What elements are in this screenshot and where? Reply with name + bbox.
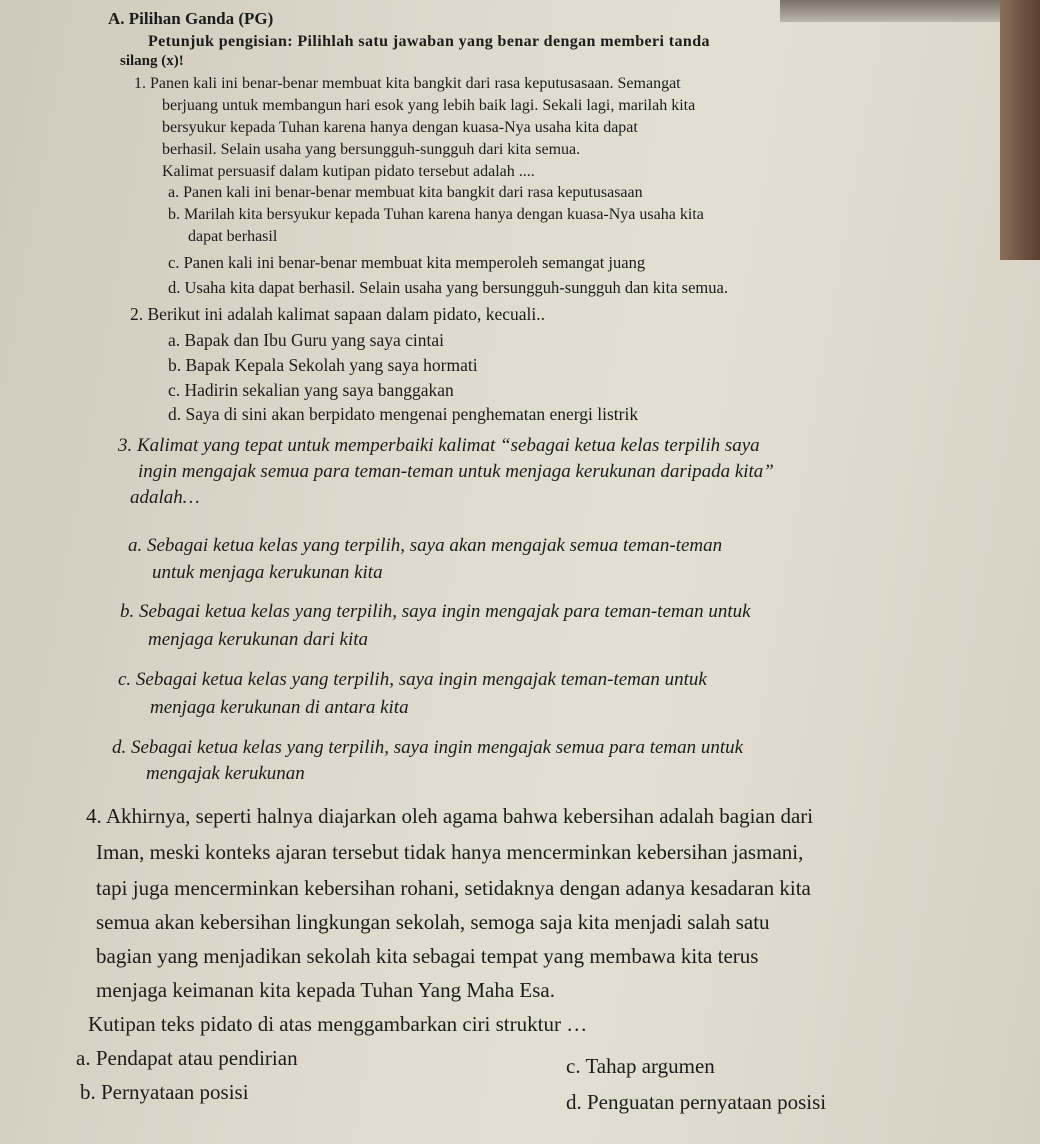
q2-option-a[interactable]: a. Bapak dan Ibu Guru yang saya cintai (168, 330, 445, 350)
q4-line-1: 4. Akhirnya, seperti halnya diajarkan oleh agama bahwa kebersihan adalah bagian dari (86, 804, 814, 828)
q3-stem-2: ingin mengajak semua para teman-teman untuk menjaga kerukunan daripada kita” (138, 461, 774, 482)
q4-option-c[interactable]: c. Tahap argumen (566, 1054, 715, 1078)
q3-stem-1: 3. Kalimat yang tepat untuk memperbaiki kalimat “sebagai ketua kelas terpilih saya (118, 435, 760, 456)
q4-option-d[interactable]: d. Penguatan pernyataan posisi (566, 1090, 827, 1114)
q1-option-b-cont: dapat berhasil (188, 228, 278, 245)
q2-option-b[interactable]: b. Bapak Kepala Sekolah yang saya hormati (168, 355, 478, 375)
q2-stem: 2. Berikut ini adalah kalimat sapaan dalam pidato, kecuali.. (130, 304, 546, 324)
q3-option-a-cont: untuk menjaga kerukunan kita (152, 562, 383, 583)
q3-option-d[interactable]: d. Sebagai ketua kelas yang terpilih, saya ingin mengajak semua para teman untuk (112, 737, 744, 758)
q3-option-b-cont: menjaga kerukunan dari kita (148, 629, 369, 650)
q3-option-a[interactable]: a. Sebagai ketua kelas yang terpilih, saya akan mengajak semua teman-teman (128, 535, 723, 556)
q4-line-2: Iman, meski konteks ajaran tersebut tidak hanya mencerminkan kebersihan jasmani, (96, 840, 804, 864)
instruction-line-1: Petunjuk pengisian: Pilihlah satu jawaban yang benar dengan memberi tanda (148, 33, 710, 50)
q1-line-5: Kalimat persuasif dalam kutipan pidato tersebut adalah .... (162, 163, 535, 180)
background-edge-right (1000, 0, 1040, 260)
q4-option-b[interactable]: b. Pernyataan posisi (80, 1080, 249, 1104)
q1-line-3: bersyukur kepada Tuhan karena hanya dengan kuasa-Nya usaha kita dapat (162, 119, 638, 136)
q4-line-6: menjaga keimanan kita kepada Tuhan Yang Maha Esa. (96, 978, 555, 1002)
q1-option-d[interactable]: d. Usaha kita dapat berhasil. Selain usaha yang bersungguh-sungguh dan kita semua. (168, 278, 728, 297)
q1-option-c[interactable]: c. Panen kali ini benar-benar membuat kita memperoleh semangat juang (168, 253, 646, 272)
q3-option-c-cont: menjaga kerukunan di antara kita (150, 697, 409, 718)
section-title: A. Pilihan Ganda (PG) (108, 9, 274, 28)
q1-line-1: 1. Panen kali ini benar-benar membuat kita bangkit dari rasa keputusasaan. Semangat (134, 75, 681, 92)
q4-line-4: semua akan kebersihan lingkungan sekolah, semoga saja kita menjadi salah satu (96, 910, 770, 934)
q1-option-b[interactable]: b. Marilah kita bersyukur kepada Tuhan karena hanya dengan kuasa-Nya usaha kita (168, 206, 704, 223)
q3-option-d-cont: mengajak kerukunan (146, 763, 305, 784)
q4-line-7: Kutipan teks pidato di atas menggambarkan ciri struktur … (88, 1012, 588, 1036)
q1-option-a[interactable]: a. Panen kali ini benar-benar membuat kita bangkit dari rasa keputusasaan (168, 184, 643, 201)
q3-option-b[interactable]: b. Sebagai ketua kelas yang terpilih, saya ingin mengajak para teman-teman untuk (120, 601, 751, 622)
q4-line-3: tapi juga mencerminkan kebersihan rohani, setidaknya dengan adanya kesadaran kita (96, 876, 811, 900)
q3-stem-3: adalah… (130, 487, 200, 508)
q3-option-c[interactable]: c. Sebagai ketua kelas yang terpilih, saya ingin mengajak teman-teman untuk (118, 669, 707, 690)
q2-option-d[interactable]: d. Saya di sini akan berpidato mengenai penghematan energi listrik (168, 404, 639, 424)
instruction-line-2: silang (x)! (120, 53, 184, 69)
q2-option-c[interactable]: c. Hadirin sekalian yang saya banggakan (168, 380, 454, 400)
q1-line-2: berjuang untuk membangun hari esok yang lebih baik lagi. Sekali lagi, marilah kita (162, 97, 696, 114)
q1-line-4: berhasil. Selain usaha yang bersungguh-sungguh dari kita semua. (162, 141, 581, 158)
q4-line-5: bagian yang menjadikan sekolah kita sebagai tempat yang membawa kita terus (96, 944, 759, 968)
q4-option-a[interactable]: a. Pendapat atau pendirian (76, 1046, 298, 1070)
